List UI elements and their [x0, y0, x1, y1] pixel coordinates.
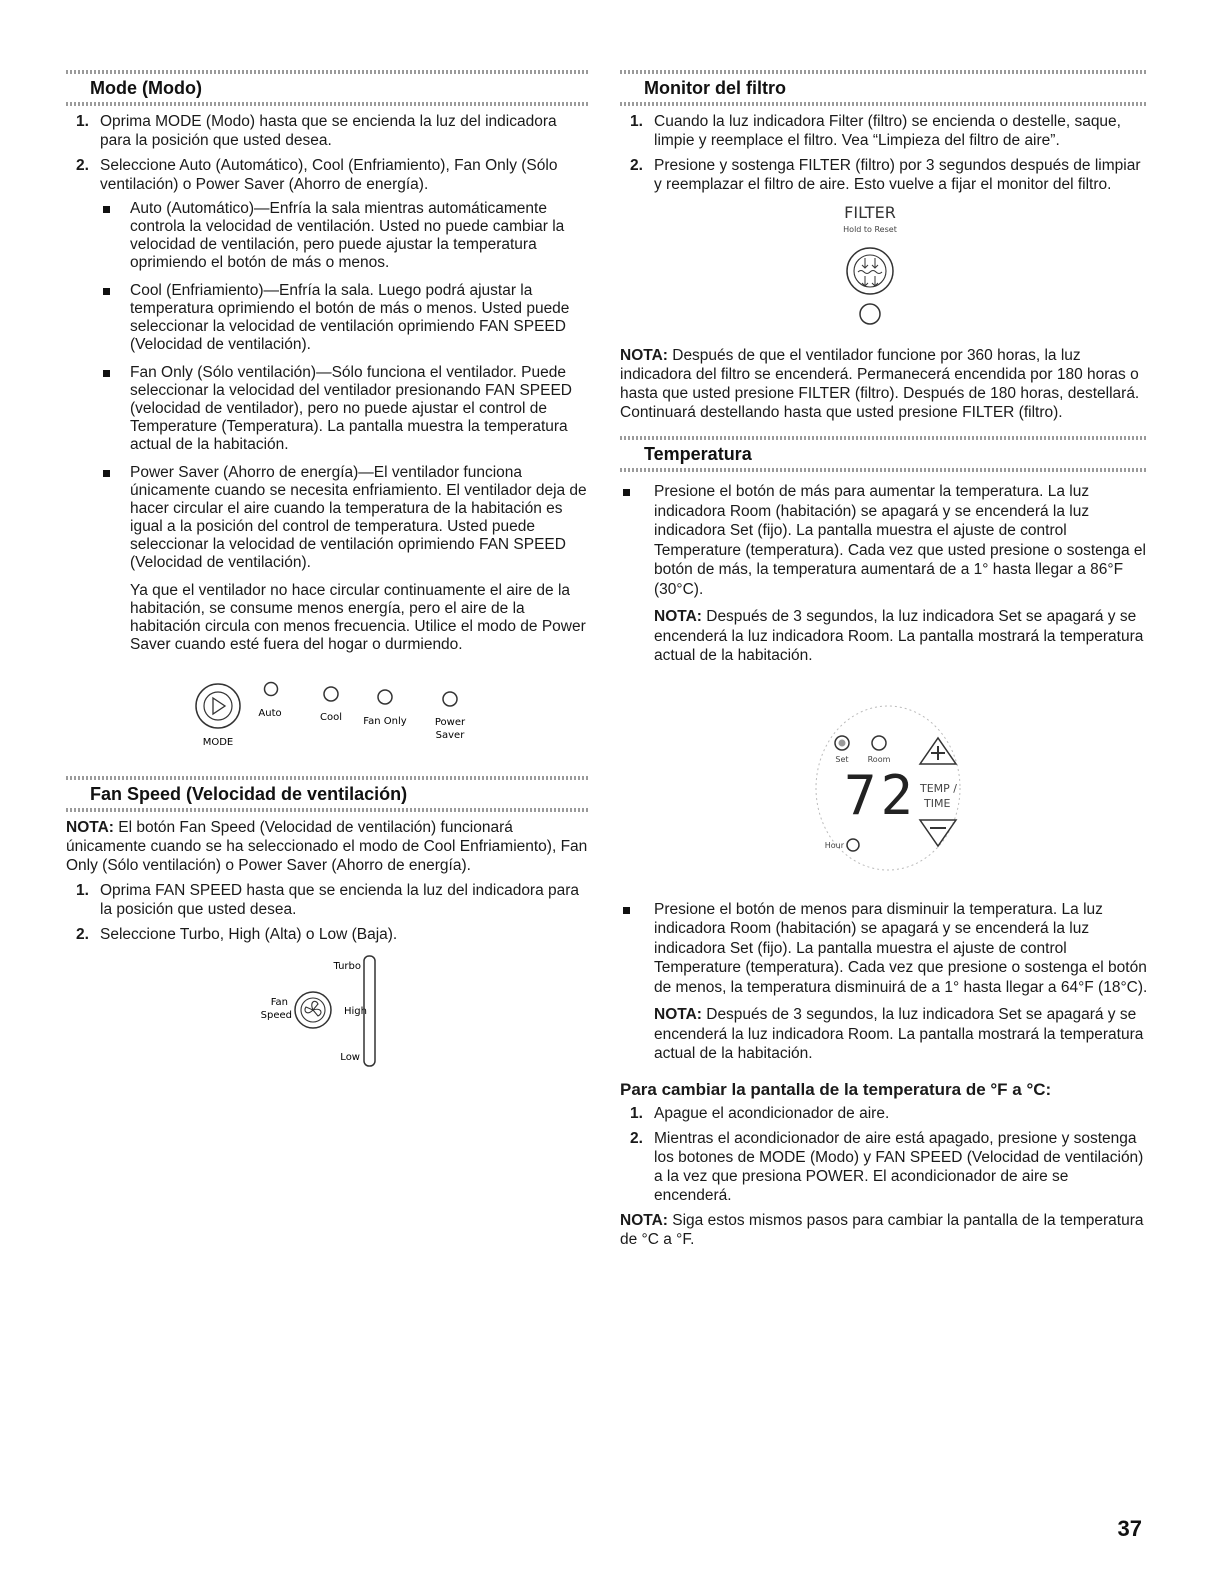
filter-diagram [620, 200, 1148, 340]
airflow-icon [858, 258, 882, 286]
filter-button [847, 248, 893, 294]
hour-label: Hour [824, 840, 844, 850]
low-label: Low [340, 1052, 360, 1063]
mode-steps [66, 112, 590, 194]
filter-subtitle: Hold to Reset [843, 225, 897, 234]
nota-text: El botón Fan Speed (Velocidad de ventilación) funcionará únicamente cuando se ha seleccionado el modo de Cool Enfriamiento), Fan Only (Sólo ventilación) o Power Saver (Ahorro de energía). [66, 819, 588, 874]
bullet-cool: Cool (Enfriamiento)—Enfría la sala. Luego podrá ajustar la temperatura oprimiendo el botón de más o menos. Usted puede seleccionar la velocidad de ventilación oprimiendo FAN SPEED (Velocidad de ventilación). [100, 282, 590, 354]
list-item [66, 881, 590, 919]
fan-speed-button [295, 992, 331, 1028]
filter-heading: Monitor del filtro [620, 70, 1148, 106]
fan-label: Fan [270, 997, 288, 1008]
plus-icon [931, 746, 945, 760]
cool-label: Cool [320, 712, 342, 723]
power-saver-indicator-icon [443, 692, 457, 706]
nota-text: Siga estos mismos pasos para cambiar la pantalla de la temperatura de °C a °F. [620, 1211, 1144, 1248]
temperature-nota-1 [654, 607, 1148, 666]
auto-indicator-icon [265, 683, 278, 696]
temperature-heading: Temperatura [620, 436, 1148, 472]
plus-button [920, 738, 956, 764]
list-item [66, 925, 590, 944]
step-number: 2. [630, 1129, 643, 1147]
list-item [66, 112, 590, 150]
bullet-fan-only: Fan Only (Sólo ventilación)—Sólo funciona el ventilador. Puede seleccionar la velocidad del ventilador presionando FAN SPEED (velocidad de ventilador), pero no puede ajustar el control de Temperature (Temperatura). La pantalla muestra la temperatura actual de la habitación. [100, 364, 590, 454]
nota-label: NOTA: [654, 608, 702, 625]
hour-indicator-icon [847, 839, 859, 851]
fan-speed-nota [66, 818, 590, 875]
step-text: Seleccione Auto (Automático), Cool (Enfriamiento), Fan Only (Sólo ventilación) o Power Saver (Ahorro de energía). [100, 157, 558, 193]
fan-speed-heading: Fan Speed (Velocidad de ventilación) [66, 776, 590, 812]
temperature-nota-2 [654, 1005, 1148, 1064]
bullet-increase: Presione el botón de más para aumentar la temperatura. La luz indicadora Room (habitación) se apagará y se encenderá la luz indicadora Set (fijo). La pantalla muestra el ajuste de control Temperature (temperatura). Cada vez que usted presione o sostenga el botón de más, la temperatura aumentará de a 1° hasta llegar a 86°F (30°C). [620, 482, 1148, 599]
bullet-auto: Auto (Automático)—Enfría la sala mientras automáticamente controla la velocidad de ventilación. Usted no puede cambiar la velocidad de ventilación, pero puede ajustar la temperatura oprimiendo el botón de más o menos. [100, 200, 590, 272]
time-label: TIME [924, 796, 951, 810]
power-saver-extra: Ya que el ventilador no hace circular continuamente el aire de la habitación, se consume menos energía, pero el aire de la habitación circula con menos frecuencia. Utilice el modo de Power Saver cuando esté fuera del hogar o durmiendo. [130, 582, 586, 653]
filter-steps [620, 112, 1148, 194]
list-item [620, 156, 1148, 194]
temp-label: TEMP / [920, 781, 957, 795]
mode-bullets [100, 200, 590, 572]
list-item [620, 112, 1148, 150]
step-number: 2. [76, 157, 89, 174]
fan-icon [305, 1001, 321, 1016]
cool-indicator-icon [324, 687, 338, 701]
temperature-digits: 72 [844, 763, 918, 827]
right-column [620, 70, 1148, 1255]
bullet-decrease: Presione el botón de menos para disminuir la temperatura. La luz indicadora Room (habitación) se apagará y se encenderá la luz indicadora Set (fijo). La pantalla muestra el ajuste de control Temperature (temperatura). Cada vez que presione o sostenga el botón de menos, la temperatura disminuirá de a 1° hasta llegar a 64°F (18°C). [620, 900, 1148, 998]
fan-speed-diagram [66, 950, 590, 1070]
fan-speed-steps [66, 881, 590, 944]
step-text: Cuando la luz indicadora Filter (filtro) se encienda o destelle, saque, limpie y reemplace el filtro. Vea “Limpieza del filtro de aire”. [654, 113, 1121, 149]
temperature-bullets-1 [620, 482, 1148, 599]
temperature-diagram [620, 680, 1148, 880]
bullet-power-saver: Power Saver (Ahorro de energía)—El ventilador funciona únicamente cuando se necesita enfriamiento. El ventilador deja de hacer circular el aire cuando la temperatura de la habitación es igual a la posición del control de temperatura. Usted puede seleccionar la velocidad de ventilación oprimiendo FAN SPEED (Velocidad de ventilación). [100, 464, 590, 572]
nota-text: Después de 3 segundos, la luz indicadora Set se apagará y se encenderá la luz indicadora Room. La pantalla mostrará la temperatura actual de la habitación. [654, 1006, 1144, 1062]
step-text: Mientras el acondicionador de aire está apagado, presione y sostenga los botones de MODE (Modo) y FAN SPEED (Velocidad de ventilación) a la vez que presiona POWER. El acondicionador de aire se encenderá. [654, 1129, 1144, 1204]
step-number: 1. [630, 1104, 643, 1122]
mode-button [196, 684, 240, 728]
filter-title: FILTER [844, 203, 896, 222]
list-item [620, 1104, 1148, 1123]
high-label: High [344, 1006, 367, 1017]
display-change-steps [620, 1104, 1148, 1205]
nota-label: NOTA: [654, 1006, 702, 1023]
play-icon [213, 698, 225, 714]
list-item [66, 156, 590, 194]
set-indicator-icon [835, 736, 849, 750]
display-change-nota [620, 1211, 1148, 1249]
nota-label: NOTA: [620, 347, 668, 364]
turbo-label: Turbo [333, 961, 361, 972]
step-text: Oprima MODE (Modo) hasta que se encienda la luz del indicadora para la posición que usted desea. [100, 113, 557, 149]
display-change-heading: Para cambiar la pantalla de la temperatura de °F a °C: [620, 1079, 1052, 1099]
saver-label: Saver [435, 730, 465, 741]
nota-label: NOTA: [66, 819, 114, 836]
list-item [620, 1129, 1148, 1205]
power-label: Power [434, 717, 466, 728]
nota-text: Después de 3 segundos, la luz indicadora Set se apagará y se encenderá la luz indicadora Room. La pantalla mostrará la temperatura actual de la habitación. [654, 608, 1144, 664]
minus-button [920, 820, 956, 846]
temperature-bullets-2 [620, 900, 1148, 998]
room-label: Room [867, 754, 891, 764]
step-text: Seleccione Turbo, High (Alta) o Low (Baja). [100, 926, 398, 943]
step-text: Oprima FAN SPEED hasta que se encienda la luz del indicadora para la posición que usted desea. [100, 882, 580, 918]
fan-only-label: Fan Only [363, 716, 407, 727]
step-number: 1. [76, 882, 89, 899]
step-number: 1. [76, 113, 89, 130]
fan-only-indicator-icon [378, 690, 392, 704]
step-number: 2. [630, 157, 643, 174]
mode-panel-diagram [66, 664, 590, 774]
filter-indicator-icon [860, 304, 880, 324]
speed-label: Speed [260, 1010, 292, 1021]
step-text: Apague el acondicionador de aire. [654, 1104, 890, 1122]
step-number: 1. [630, 113, 643, 130]
page-number: 37 [1117, 1516, 1142, 1541]
room-indicator-icon [872, 736, 886, 750]
nota-label: NOTA: [620, 1211, 668, 1229]
auto-label: Auto [258, 708, 282, 719]
set-label: Set [835, 754, 849, 764]
nota-text: Después de que el ventilador funcione por 360 horas, la luz indicadora del filtro se encenderá. Permanecerá encendida por 180 horas o hasta que usted presione FILTER (filtro). Después de 180 horas, destellará. Continuará destellando hasta que usted presione FILTER (filtro). [620, 347, 1140, 421]
step-text: Presione y sostenga FILTER (filtro) por 3 segundos después de limpiar y reemplazar el filtro de aire. Esto vuelve a fijar el monitor del filtro. [654, 157, 1141, 193]
mode-heading: Mode (Modo) [66, 70, 590, 106]
mode-label: MODE [202, 737, 234, 748]
left-column [66, 70, 590, 1070]
step-number: 2. [76, 926, 89, 943]
filter-nota [620, 346, 1148, 422]
